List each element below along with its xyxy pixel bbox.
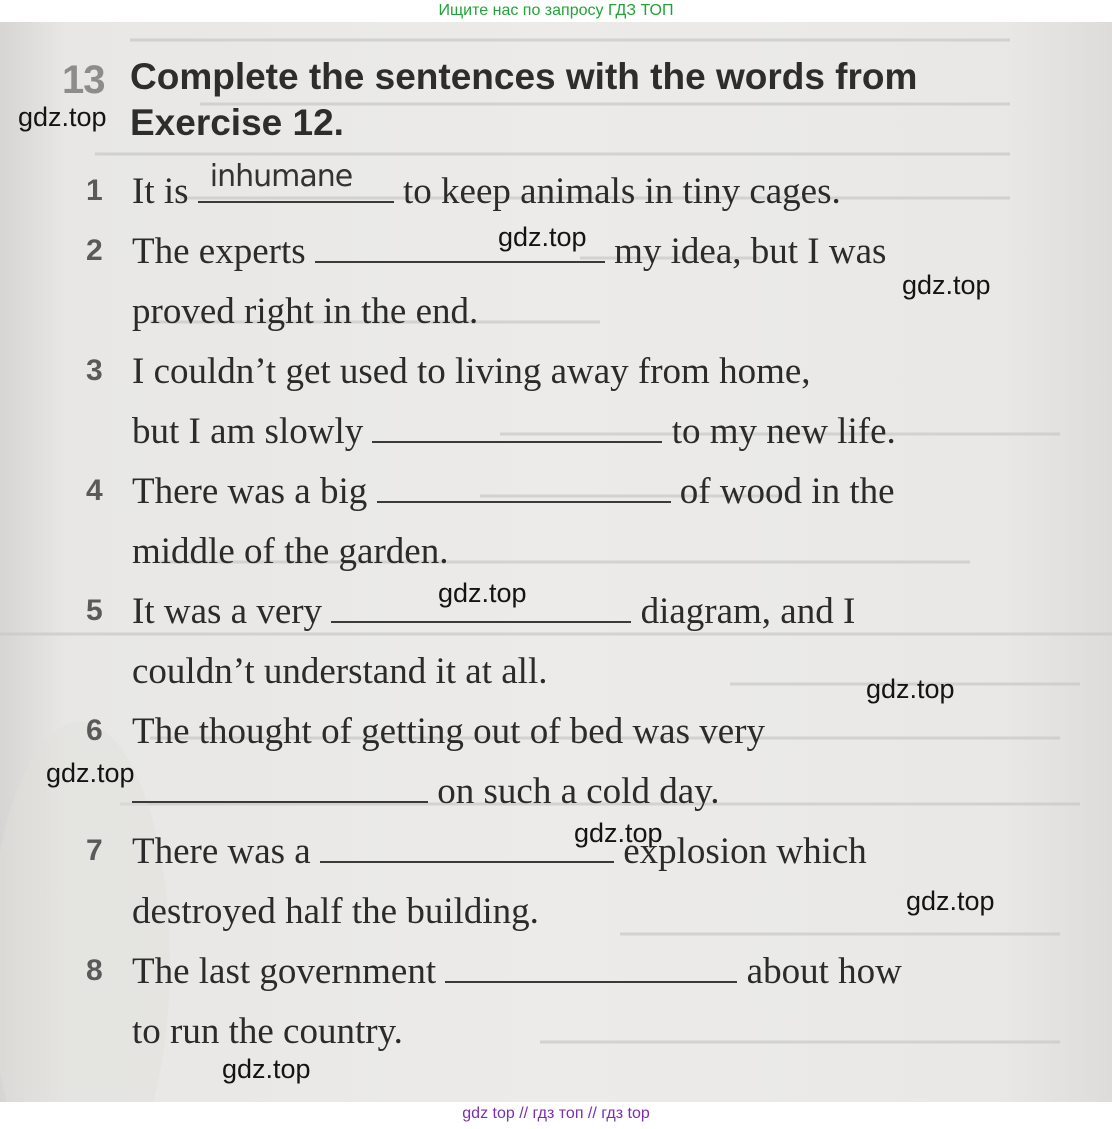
textbook-page xyxy=(0,22,1112,1102)
watermark: gdz.top xyxy=(438,578,527,608)
item-2-line-2: proved right in the end. xyxy=(132,291,479,332)
item-1-blank[interactable] xyxy=(198,159,394,203)
item-4-text-after: of wood in the xyxy=(679,471,895,512)
item-7-blank[interactable] xyxy=(320,831,614,863)
exercise-number: 13 xyxy=(62,58,105,102)
item-3-line-1: I couldn’t get used to living away from home, xyxy=(132,351,811,392)
item-8-text-after: about how xyxy=(746,951,902,992)
item-7-number: 7 xyxy=(86,834,103,867)
watermark: gdz.top xyxy=(46,758,135,788)
item-5-line-2: couldn’t understand it at all. xyxy=(132,651,548,692)
item-5-text-before: It was a very xyxy=(132,591,323,632)
top-banner[interactable]: Ищите нас по запросу ГДЗ ТОП xyxy=(0,0,1112,22)
item-2-text-before: The experts xyxy=(132,231,306,272)
watermark: gdz.top xyxy=(18,102,107,132)
item-8-text-before: The last government xyxy=(132,951,437,992)
item-5-text-after: diagram, and I xyxy=(640,591,856,632)
watermark: gdz.top xyxy=(222,1054,311,1084)
item-7-text-before: There was a xyxy=(132,831,311,872)
item-3-blank[interactable] xyxy=(372,411,662,443)
item-4-text-before: There was a big xyxy=(132,471,368,512)
item-5-number: 5 xyxy=(86,594,103,627)
item-6-number: 6 xyxy=(86,714,103,747)
exercise-heading-line2: Exercise 12. xyxy=(130,102,344,143)
watermark: gdz.top xyxy=(866,674,955,704)
item-3-text-after: to my new life. xyxy=(671,411,896,452)
item-4-blank[interactable] xyxy=(377,471,671,503)
item-6-blank[interactable] xyxy=(132,771,428,803)
item-4-line-2: middle of the garden. xyxy=(132,531,449,572)
item-3-text-before: but I am slowly xyxy=(132,411,364,452)
item-1-line-1 xyxy=(132,159,841,214)
item-3-number: 3 xyxy=(86,354,103,387)
watermark: gdz.top xyxy=(902,270,991,300)
item-3-line-2 xyxy=(132,410,896,454)
watermark: gdz.top xyxy=(906,886,995,916)
watermark: gdz.top xyxy=(574,818,663,848)
item-7-text-after: explosion which xyxy=(623,831,867,872)
item-6-line-1: The thought of getting out of bed was very xyxy=(132,711,765,752)
item-8-line-1 xyxy=(132,950,902,994)
item-4-line-1 xyxy=(132,470,895,514)
item-6-line-2 xyxy=(132,770,719,814)
item-8-blank[interactable] xyxy=(445,951,737,983)
watermark: gdz.top xyxy=(498,222,587,252)
item-7-line-1 xyxy=(132,830,867,874)
item-8-line-2: to run the country. xyxy=(132,1011,403,1052)
exercise-heading-line1: Complete the sentences with the words from xyxy=(130,56,918,97)
item-1-answer: inhumane xyxy=(209,159,353,194)
item-1-text-after: to keep animals in tiny cages. xyxy=(403,171,841,212)
item-2-number: 2 xyxy=(86,234,103,267)
item-1-text-before: It is xyxy=(132,171,189,212)
item-7-line-2: destroyed half the building. xyxy=(132,891,539,932)
item-8-number: 8 xyxy=(86,954,103,987)
item-6-text-after: on such a cold day. xyxy=(437,771,720,812)
item-1-number: 1 xyxy=(86,174,103,207)
item-4-number: 4 xyxy=(86,474,103,507)
bottom-banner[interactable]: gdz top // гдз топ // гдз top xyxy=(0,1102,1112,1129)
item-2-text-after: my idea, but I was xyxy=(614,231,887,272)
exercise-heading xyxy=(130,54,1050,146)
